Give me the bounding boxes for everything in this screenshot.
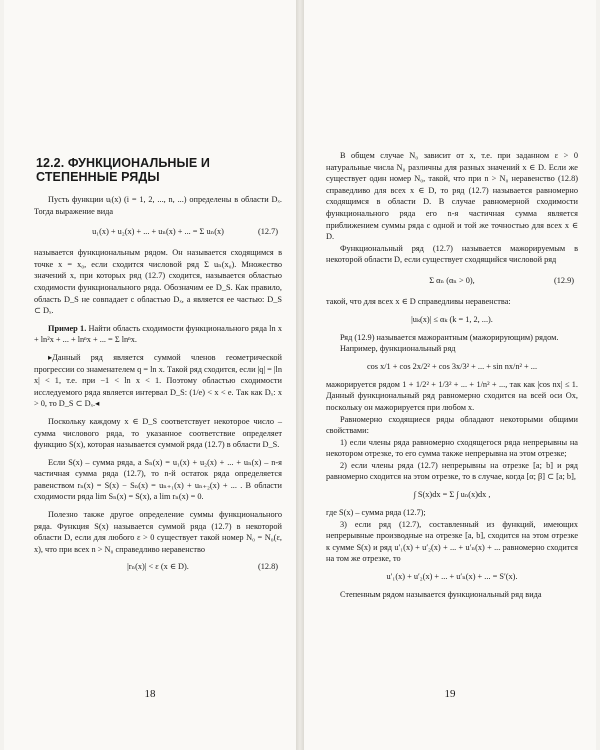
- section-heading: 12.2. ФУНКЦИОНАЛЬНЫЕ И СТЕПЕННЫЕ РЯДЫ: [36, 156, 210, 184]
- paragraph: Если S(x) – сумма ряда, а Sₙ(x) = u₁(x) + u₂(x) + ... + uₙ(x) – n-я частичная сумма ряда (12.7), то n-й остаток ряда определяется равенством rₙ(x) = S(x) − Sₙ(x) = uₙ₊₁(x) + uₙ₊₂(x) + ... . В области сходимости ряда lim Sₙ(x) = S(x), а lim rₙ(x) = 0.: [34, 457, 282, 502]
- example-label: Пример 1.: [48, 323, 87, 333]
- paragraph: мажорируется рядом 1 + 1/2² + 1/3² + ... + 1/n² + ..., так как |cos nx| ≤ 1. Данный функциональный ряд равномерно сходится на всей оси Ox, поскольку он мажорируется при любом x.: [326, 379, 578, 412]
- paragraph: ▸Данный ряд является суммой членов геометрической прогрессии со знаменателем q = ln x. Такой ряд сходится, если |q| = |ln x| < 1, т.е. при −1 < ln x < 1. Поэтому областью сходимости исследуемого ряда является интервал D_S: (1/e) < x < e. Так как Dₓ: x > 0, то D_S ⊂ Dₓ.◂: [34, 352, 282, 409]
- equation-number: (12.8): [257, 562, 278, 572]
- paragraph: Пусть функции uᵢ(x) (i = 1, 2, ..., n, ...) определены в области Dₓ. Тогда выражение вида: [34, 195, 282, 216]
- formula-text: u₁(x) + u₂(x) + ... + uₙ(x) + ... = Σ uₙ(x): [92, 227, 224, 237]
- paragraph: Полезно также другое определение суммы функционального ряда. Функция S(x) называется суммой ряда (12.7) в некоторой области D, если для любого ε > 0 существует такой номер N₀ = N₀(ε, x), что при всех n > N₀ справедливо неравенство: [34, 510, 282, 554]
- page-left: [4, 0, 296, 750]
- formula-12-9: [326, 270, 578, 292]
- formula-text: ∫ S(x)dx = Σ ∫ uₙ(x)dx ,: [413, 490, 491, 500]
- paragraph: В общем случае N₀ зависит от x, т.е. при заданном ε > 0 натуральные числа N₀ различны для разных значений x ∈ D. Если же существует один номер N₀, такой, что при n > N₀ неравенство (12.8) справедливо для всех x ∈ D, то ряд (12.7) называется равномерно сходящимся в области D. В случае равномерной сходимости функционального ряда его n-я частичная сумма является приближением суммы ряда с одной и той же точностью для всех x ∈ D.: [326, 151, 578, 242]
- equation-number: (12.9): [553, 275, 574, 285]
- formula-integral: [326, 487, 578, 503]
- paragraph: Ряд (12.9) называется мажорантным (мажорирующим) рядом.: [340, 332, 559, 342]
- page-right: [304, 0, 596, 750]
- formula-text: u′₁(x) + u′₂(x) + ... + u′ₙ(x) + ... = S′(x).: [386, 572, 518, 582]
- formula-series-example: [326, 359, 578, 375]
- paragraph: называется функциональным рядом. Он называется сходящимся в точке x = x₀, если сходится числовой ряд Σ uₙ(x₀). Множество значений x, при которых ряд (12.7) сходится, называется областью сходимости функционального ряда. Обозначим ее D_S. Как правило, область D_S не совпадает с областью Dₓ, а является ее частью: D_S ⊂ Dₓ.: [34, 248, 282, 316]
- example-text: Найти область сходимости функционального ряда ln x + ln²x + ... + lnⁿx + ... = Σ lnⁿx.: [34, 323, 283, 345]
- formula-inequality: [326, 312, 578, 328]
- paragraph: Равномерно сходящиеся ряды обладают некоторыми общими свойствами:: [326, 414, 578, 436]
- paragraph: Поскольку каждому x ∈ D_S соответствует некоторое число – сумма числового ряда, то указанное соответствие определяет функцию S(x), которая называется суммой ряда (12.7) в области D_S.: [34, 416, 282, 450]
- paragraph: Степенным рядом называется функциональный ряд вида: [340, 590, 542, 600]
- formula-text: |rₙ(x)| < ε (x ∈ D).: [127, 562, 189, 572]
- book-gutter: [296, 0, 304, 750]
- formula-12-7: [34, 221, 282, 243]
- equation-number: (12.7): [257, 227, 278, 237]
- formula-12-8: [34, 559, 282, 575]
- page-number: 18: [144, 688, 156, 700]
- paragraph: Функциональный ряд (12.7) называется мажорируемым в некоторой области D, если существует сходящийся числовой ряд: [326, 243, 578, 265]
- paragraph: такой, что для всех x ∈ D справедливы неравенства:: [326, 296, 511, 306]
- example: [34, 323, 282, 346]
- paragraph: где S(x) – сумма ряда (12.7);: [326, 508, 426, 518]
- paragraph: 3) если ряд (12.7), составленный из функций, имеющих непрерывные производные на отрезке [a, b], сходится на этом отрезке к сумме S(x) и ряд u′₁(x) + u′₂(x) + ... + u′ₙ(x) + ... равномерно сходится на том же отрезке, то: [326, 519, 578, 564]
- formula-text: |uₖ(x)| ≤ αₖ (k = 1, 2, ...).: [411, 314, 493, 324]
- formula-text: cos x/1 + cos 2x/2² + cos 3x/3² + ... + sin nx/n² + ...: [366, 361, 538, 371]
- formula-derivative: [326, 569, 578, 585]
- formula-text: Σ αₙ (αₙ > 0),: [429, 275, 475, 285]
- page-number: 19: [444, 688, 456, 700]
- paragraph: 2) если члены ряда (12.7) непрерывны на отрезке [a; b] и ряд равномерно сходится на этом отрезке, то в случае, когда [α; β] ⊂ [a; b],: [326, 460, 578, 482]
- paragraph: Например, функциональный ряд: [340, 344, 456, 354]
- paragraph: 1) если члены ряда равномерно сходящегося ряда непрерывны на некотором отрезке, то его сумма также непрерывна на этом отрезке;: [326, 437, 578, 459]
